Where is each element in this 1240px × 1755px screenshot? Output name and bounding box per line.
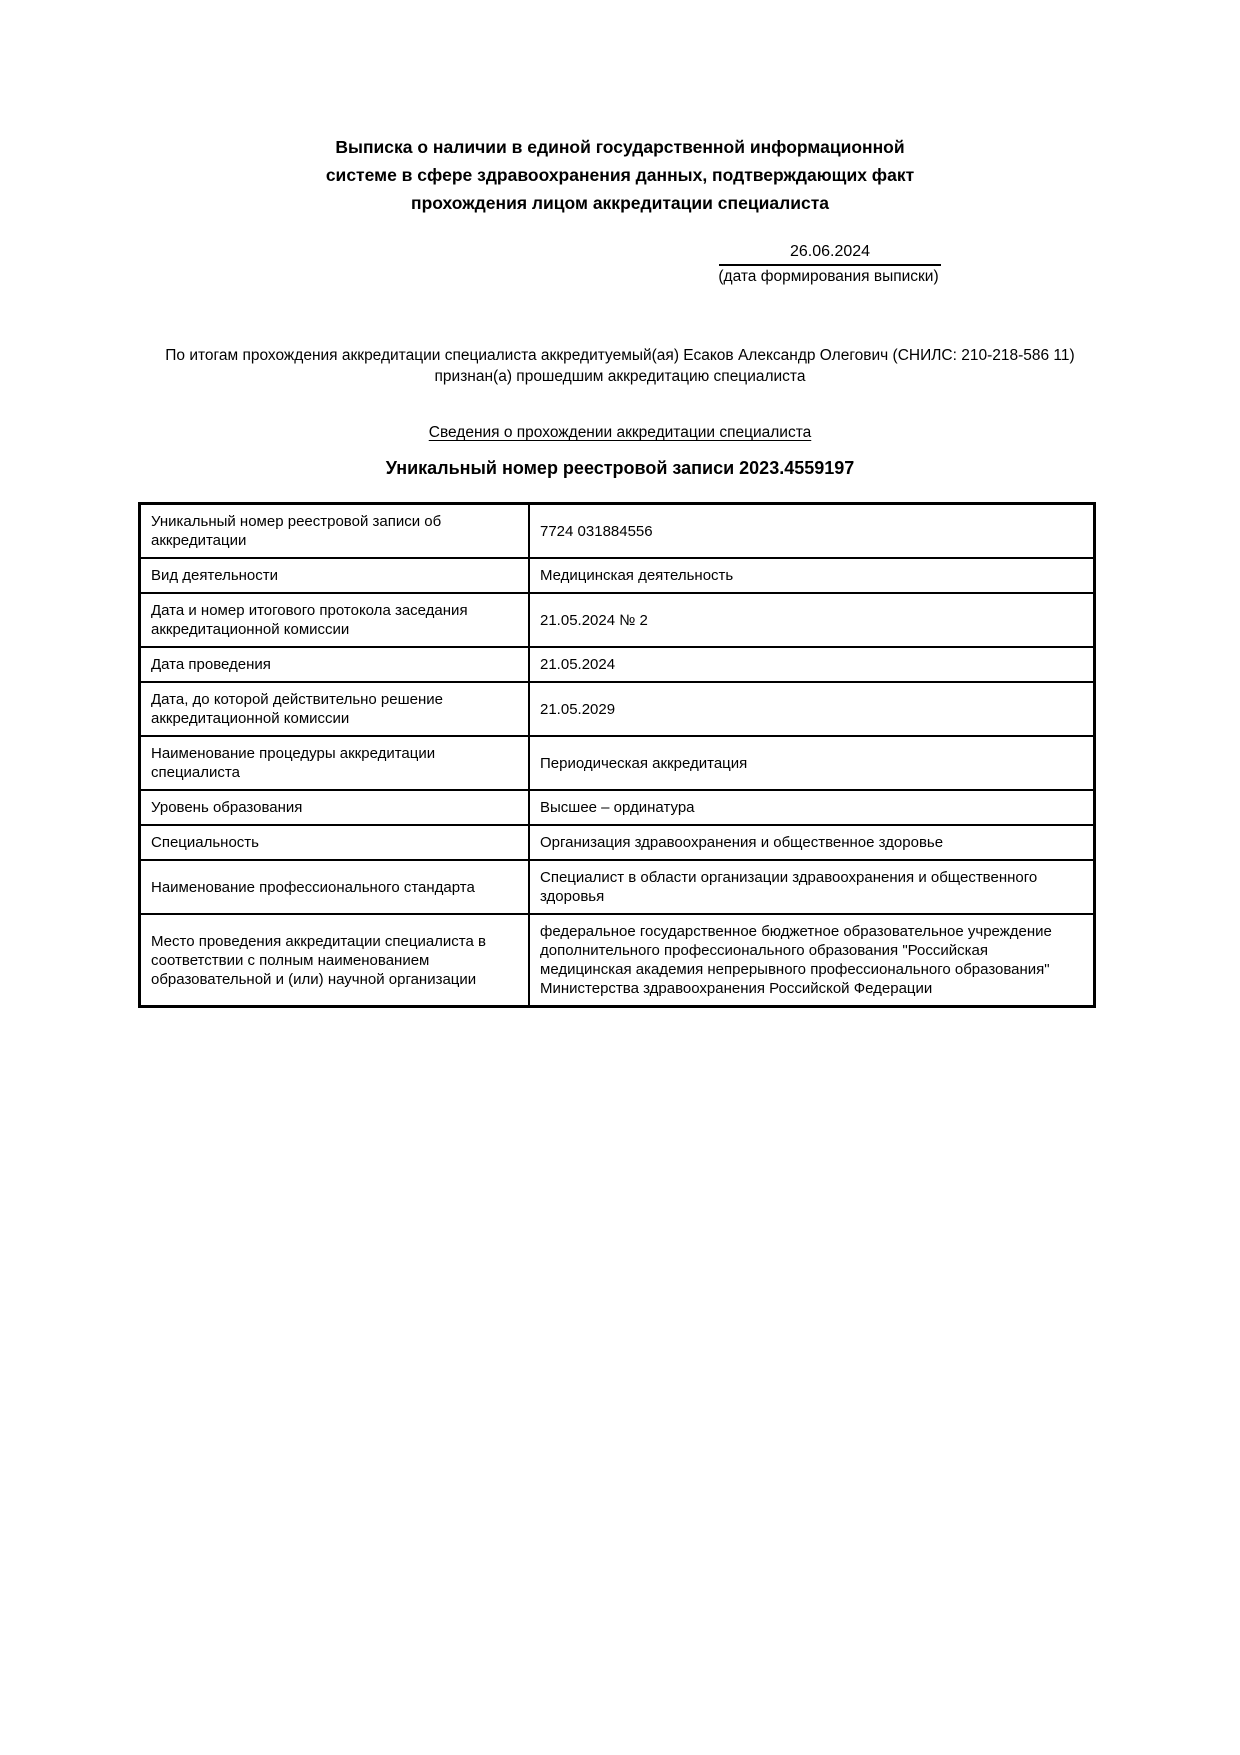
issue-date-caption: (дата формирования выписки) [718, 268, 939, 285]
row-value-cell: Специалист в области организации здравоохранения и общественного здоровья [529, 860, 1095, 914]
row-value-cell: федеральное государственное бюджетное образовательное учреждение дополнительного профессионального образования "Российская медицинская академия непрерывного профессионального образования" Министерства здравоохранения Российской Федерации [529, 914, 1095, 1007]
table-row [140, 914, 1095, 1007]
row-label-cell: Место проведения аккредитации специалиста в соответствии с полным наименованием образовательной и (или) научной организации [140, 914, 530, 1007]
row-label-cell: Уровень образования [140, 790, 530, 825]
row-value-cell: 21.05.2024 № 2 [529, 593, 1095, 647]
table-row [140, 558, 1095, 593]
table-row [140, 790, 1095, 825]
row-value-cell: Медицинская деятельность [529, 558, 1095, 593]
row-label-cell: Наименование профессионального стандарта [140, 860, 530, 914]
row-value-cell: 7724 031884556 [529, 504, 1095, 559]
table-row [140, 504, 1095, 559]
accreditation-table [138, 502, 1096, 1008]
table-row [140, 860, 1095, 914]
section-title [0, 424, 1240, 442]
row-value-cell: Организация здравоохранения и общественное здоровье [529, 825, 1095, 860]
document-title: Выписка о наличии в единой государственной информационной системе в сфере здравоохранения данных, подтверждающих факт прохождения лицом аккредитации специалиста [325, 137, 915, 213]
section-title-text: Сведения о прохождении аккредитации специалиста [428, 424, 812, 441]
table-row [140, 736, 1095, 790]
issue-date-block [719, 243, 941, 286]
row-label-cell: Дата проведения [140, 647, 530, 682]
row-value-cell: Высшее – ординатура [529, 790, 1095, 825]
table-row [140, 682, 1095, 736]
row-label-cell: Наименование процедуры аккредитации специалиста [140, 736, 530, 790]
registry-record-title: Уникальный номер реестровой записи 2023.4559197 [385, 458, 855, 478]
row-label-cell: Вид деятельности [140, 558, 530, 593]
row-label-cell: Уникальный номер реестровой записи об аккредитации [140, 504, 530, 559]
row-value-cell: 21.05.2029 [529, 682, 1095, 736]
table-row [140, 647, 1095, 682]
table-row [140, 593, 1095, 647]
row-label-cell: Специальность [140, 825, 530, 860]
issue-date-value: 26.06.2024 [719, 243, 941, 266]
table-row [140, 825, 1095, 860]
row-value-cell: 21.05.2024 [529, 647, 1095, 682]
accreditation-summary-paragraph: По итогам прохождения аккредитации специалиста аккредитуемый(ая) Есаков Александр Олегович (СНИЛС: 210-218-586 11) признан(а) прошедшим аккредитацию специалиста [165, 347, 1075, 385]
row-value-cell: Периодическая аккредитация [529, 736, 1095, 790]
row-label-cell: Дата и номер итогового протокола заседания аккредитационной комиссии [140, 593, 530, 647]
row-label-cell: Дата, до которой действительно решение аккредитационной комиссии [140, 682, 530, 736]
